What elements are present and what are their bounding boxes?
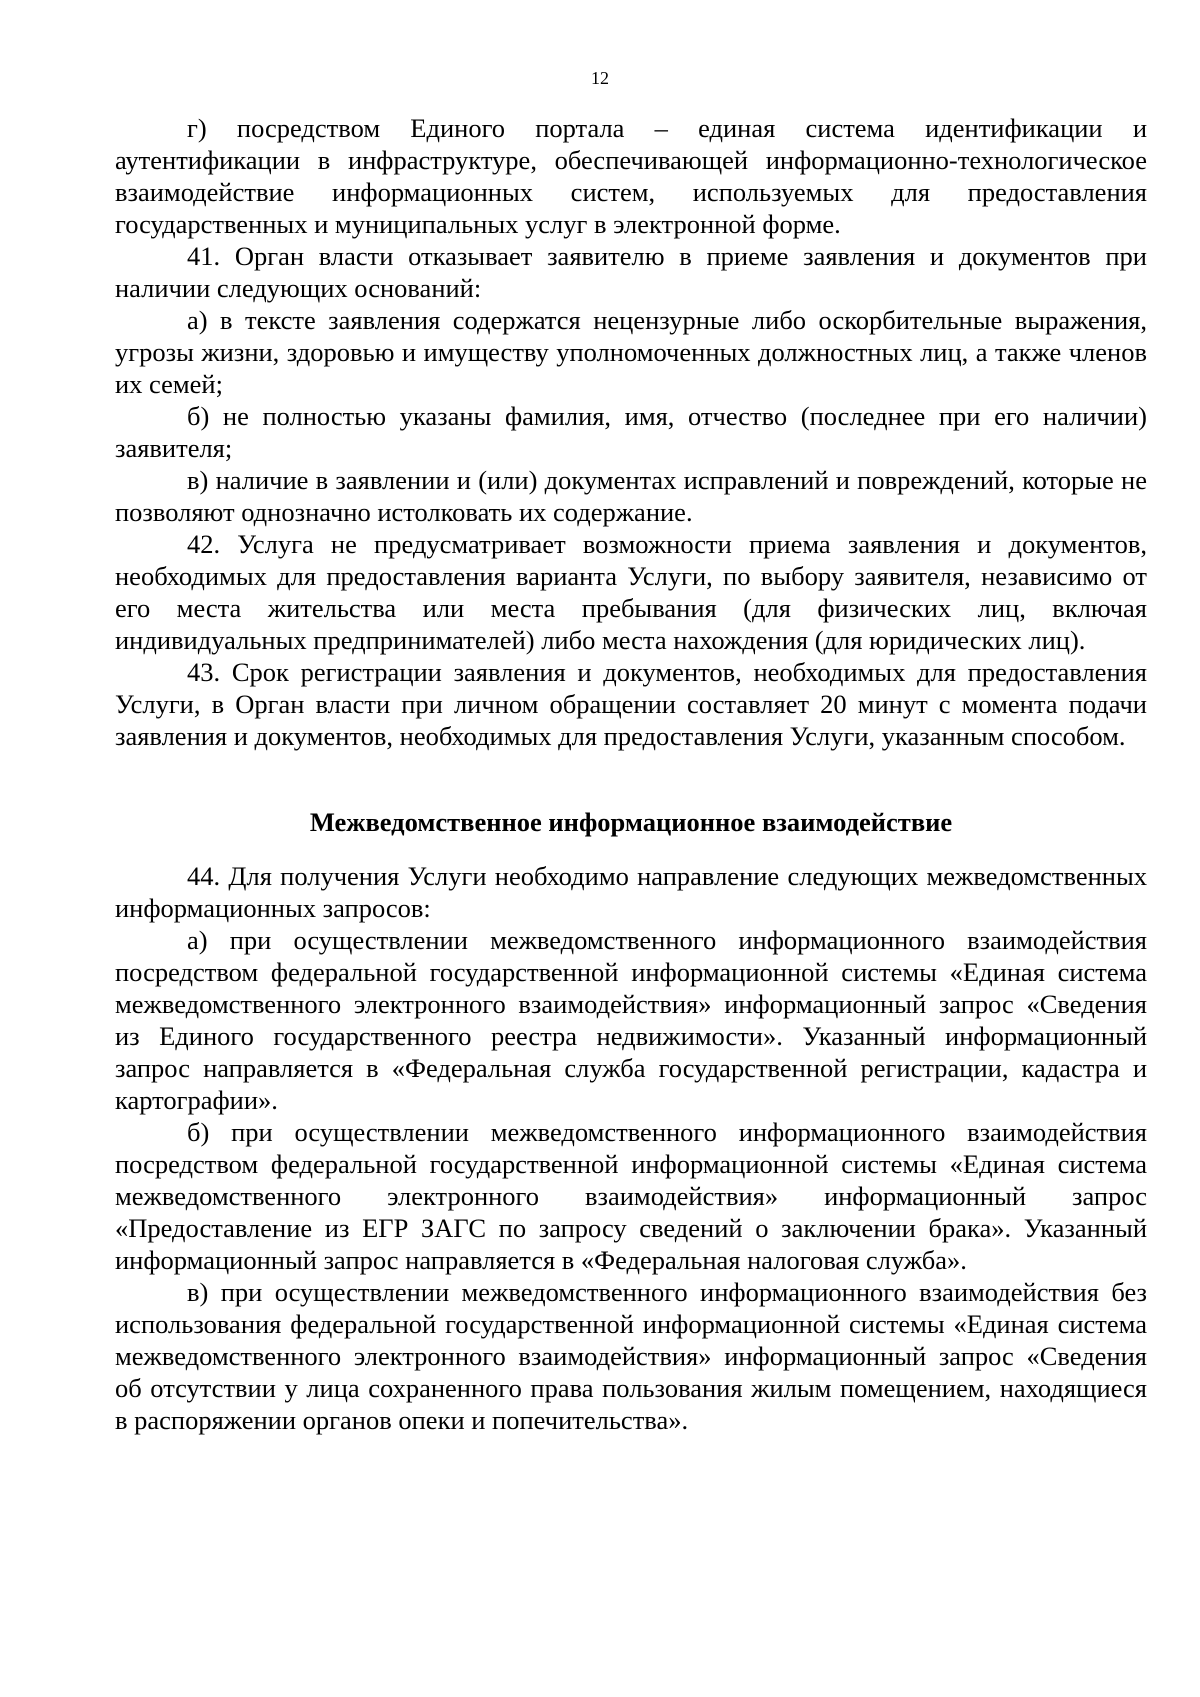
paragraph-41-refusal-grounds: 41. Орган власти отказывает заявителю в приеме заявления и документов при наличии следующих оснований: (115, 241, 1147, 303)
section-heading: Межведомственное информационное взаимодействие (309, 807, 953, 837)
paragraph-41a: а) в тексте заявления содержатся нецензурные либо оскорбительные выражения, угрозы жизни, здоровью и имуществу уполномоченных должностных лиц, а также членов их семей; (115, 305, 1147, 399)
paragraph-44v: в) при осуществлении межведомственного информационного взаимодействия без использования федеральной государственной информационной системы «Единая система межведомственного электронного взаимодействия» информационный запрос «Сведения об отсутствии у лица сохраненного права пользования жилым помещением, находящиеся в распоряжении органов опеки и попечительства». (115, 1277, 1147, 1435)
page-number: 12 (591, 68, 609, 88)
paragraph-44b: б) при осуществлении межведомственного информационного взаимодействия посредством федеральной государственной информационной системы «Единая система межведомственного электронного взаимодействия» информационный запрос «Предоставление из ЕГР ЗАГС по запросу сведений о заключении брака». Указанный информационный запрос направляется в «Федеральная налоговая служба». (115, 1117, 1147, 1275)
paragraph-42: 42. Услуга не предусматривает возможности приема заявления и документов, необходимых для предоставления варианта Услуги, по выбору заявителя, независимо от его места жительства или места пребывания (для физических лиц, включая индивидуальных предпринимателей) либо места нахождения (для юридических лиц). (115, 529, 1147, 655)
paragraph-44: 44. Для получения Услуги необходимо направление следующих межведомственных информационных запросов: (115, 861, 1147, 923)
paragraph-g-unified-portal: г) посредством Единого портала – единая система идентификации и аутентификации в инфраструктуре, обеспечивающей информационно-технологическое взаимодействие информационных систем, используемых для предоставления государственных и муниципальных услуг в электронной форме. (115, 113, 1147, 239)
paragraph-41v: в) наличие в заявлении и (или) документах исправлений и повреждений, которые не позволяют однозначно истолковать их содержание. (115, 465, 1147, 527)
document-body (115, 112, 1147, 1436)
paragraph-41b: б) не полностью указаны фамилия, имя, отчество (последнее при его наличии) заявителя; (115, 401, 1147, 463)
paragraph-43: 43. Срок регистрации заявления и документов, необходимых для предоставления Услуги, в Орган власти при личном обращении составляет 20 минут с момента подачи заявления и документов, необходимых для предоставления Услуги, указанным способом. (115, 657, 1147, 751)
paragraph-44a: а) при осуществлении межведомственного информационного взаимодействия посредством федеральной государственной информационной системы «Единая система межведомственного электронного взаимодействия» информационный запрос «Сведения из Единого государственного реестра недвижимости». Указанный информационный запрос направляется в «Федеральная служба государственной регистрации, кадастра и картографии». (115, 925, 1147, 1115)
